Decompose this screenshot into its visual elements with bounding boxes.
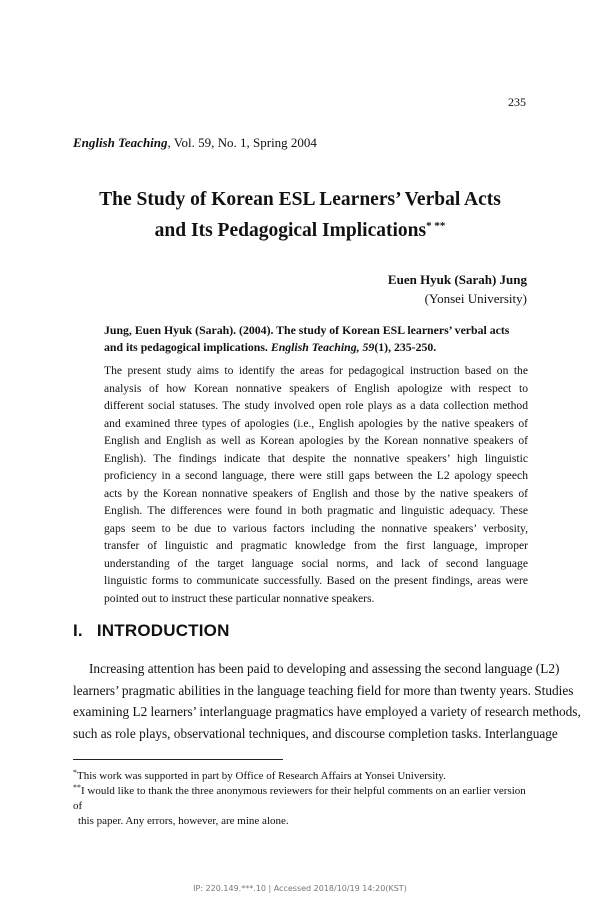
section-heading [73,621,230,641]
journal-name: English Teaching [73,135,168,150]
title-line-1: The Study of Korean ESL Learners’ Verbal Acts [99,189,501,210]
abstract-line: understanding of the target language social norms, and lack of second language [104,556,528,570]
abstract-line: analysis of how Korean nonnative speakers of English apologize with respect to [104,381,528,395]
access-footer: IP: 220.149.***.10 | Accessed 2018/10/19 14:20(KST) [193,884,407,893]
body-line: learners’ pragmatic abilities in the language teaching field for more than twenty years. Studies [73,682,574,698]
title-line-2 [0,213,600,244]
body-line: examining L2 learners’ interlanguage pragmatics have employed a variety of research methods, [73,704,581,719]
footnote-2-mark: ** [73,783,81,792]
abstract-line: pointed out to instruct these particular nonnative speakers. [104,591,375,605]
body-line: such as role plays, observational techniques, and discourse completion tasks. Interlanguage [73,725,558,741]
citation-text: and its pedagogical implications. [104,340,271,354]
journal-details: , Vol. 59, No. 1, Spring 2004 [167,135,317,150]
abstract-line: English). The findings indicate that despite the nonnative speakers’ high linguistic [104,451,528,465]
abstract-line: gaps seem to be due to various factors including the nonnative speakers’ verbosity, [104,521,528,535]
abstract-line: English and English as well as Korean apologies by the Korean nonnative speakers of [104,434,528,447]
journal-header [73,135,317,151]
citation-line-1: Jung, Euen Hyuk (Sarah). (2004). The study of Korean ESL learners’ verbal acts [104,323,510,337]
footnote-2 [73,780,529,829]
abstract [104,362,528,607]
section-number: I. [73,621,83,640]
abstract-line: linguistic forms to communicate successfully. Based on the present findings, areas were [104,574,528,587]
abstract-line: and examined three types of apologies (i.e., English apologies by the native speakers of [104,416,528,430]
abstract-line: English. The differences were found in both pragmatic and linguistic adequacy. These [104,504,528,517]
citation-pages: (1), 235-250. [374,340,437,354]
author-affiliation: (Yonsei University) [424,291,527,306]
abstract-line: transfer of linguistic and pragmatic knowledge from the first language, improper [104,539,528,552]
author-name: Euen Hyuk (Sarah) Jung [387,272,527,287]
footnote-2-text-cont: this paper. Any errors, however, are mine alone. [78,815,289,827]
abstract-line: proficiency in a second language, there were still gaps between the L2 apology speech [104,469,528,482]
abstract-line: The present study aims to identify the areas for pedagogical instruction based on the [104,364,528,377]
citation [104,322,528,356]
footnote-1-text: This work was supported in part by Office of Research Affairs at Yonsei University. [77,770,446,782]
abstract-line: different social statuses. The study involved open role plays as a data collection method [104,399,528,412]
section-title: INTRODUCTION [96,621,230,640]
abstract-line: acts by the Korean nonnative speakers of English and those by the native speakers of [104,486,528,500]
paper-title [0,186,600,244]
footnote-1-mark: * [73,768,77,777]
body-line: Increasing attention has been paid to developing and assessing the second language (L2) [89,661,560,676]
title-footnote-marks: * ** [426,220,446,232]
intro-paragraph [73,658,581,744]
citation-journal: English Teaching, 59 [270,340,375,354]
footnote-2-text: I would like to thank the three anonymous reviewers for their helpful comments on an earlier version of [73,785,526,812]
title-line-2-text: and Its Pedagogical Implications [154,220,427,241]
page-number: 235 [508,95,526,109]
citation-line-2 [104,339,528,356]
footnote-divider [73,759,283,760]
